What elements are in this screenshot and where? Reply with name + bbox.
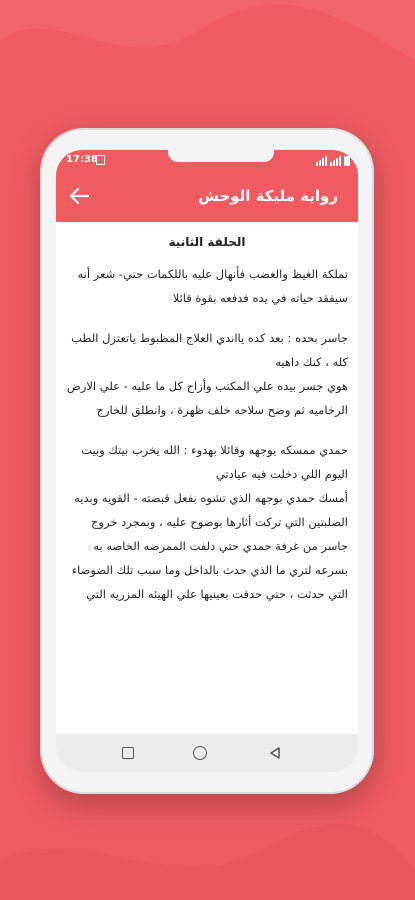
battery-icon [344, 156, 350, 166]
signal-icon [316, 156, 327, 166]
story-content [66, 230, 348, 622]
circle-icon[interactable] [193, 746, 207, 760]
triangle-back-icon[interactable] [268, 746, 282, 760]
phone-screen [56, 150, 358, 772]
sim-icon [96, 155, 105, 165]
square-icon[interactable] [122, 747, 134, 759]
story-paragraph: تملكة الغيظ والغضب فأنهال عليه باللكمات حتي- شعر أنه سيفقد حياته في يده فدفعه بقوة قائلا [77, 267, 348, 305]
wifi-signal-icon [330, 156, 341, 166]
status-bar [56, 150, 358, 170]
app-title: رواية مليكة الوحش [198, 187, 338, 205]
arrow-left-icon[interactable] [68, 186, 90, 206]
chapter-title: الحلقة الثانية [168, 235, 246, 249]
story-paragraph: جاسر بحده : بعد كده يااندي العلاج المظبوط ياتعتزل الطب كله ، كنك داهيه هوي جسر بيده علي المكتب وأزاح كل ما عليه - علي الارض الرخاميه ثم وضح سلاحه خلف ظهرة ، وانطلق للخارج [66, 331, 348, 417]
phone-frame [40, 128, 374, 794]
camera-notch [168, 150, 274, 162]
system-nav-bar [56, 734, 358, 772]
story-paragraph: حمدي ممسكه بوجهه وقائلا بهدوء : الله يخرب بيتك وبيت اليوم اللي دخلت فيه عيادتي أمسك حمدي بوجهه الذي تشوه بفعل قبضته - القويه وبديه الصلبتين التي تركت أثارها بوضوح عليه ، وبمجرد خروج جاسر من غرفة حمدي حتي دلفت الممرضه الخاصه به بسرعه لتري ما الذي حدث بالداخل وما سبب تلك الضوضاء التي حدثت ، حتي حدقت بعينيها علي الهيئه المزريه التي [71, 443, 348, 601]
app-bar [56, 170, 358, 222]
status-icons [316, 154, 350, 166]
status-time: 17:38 [66, 154, 98, 165]
